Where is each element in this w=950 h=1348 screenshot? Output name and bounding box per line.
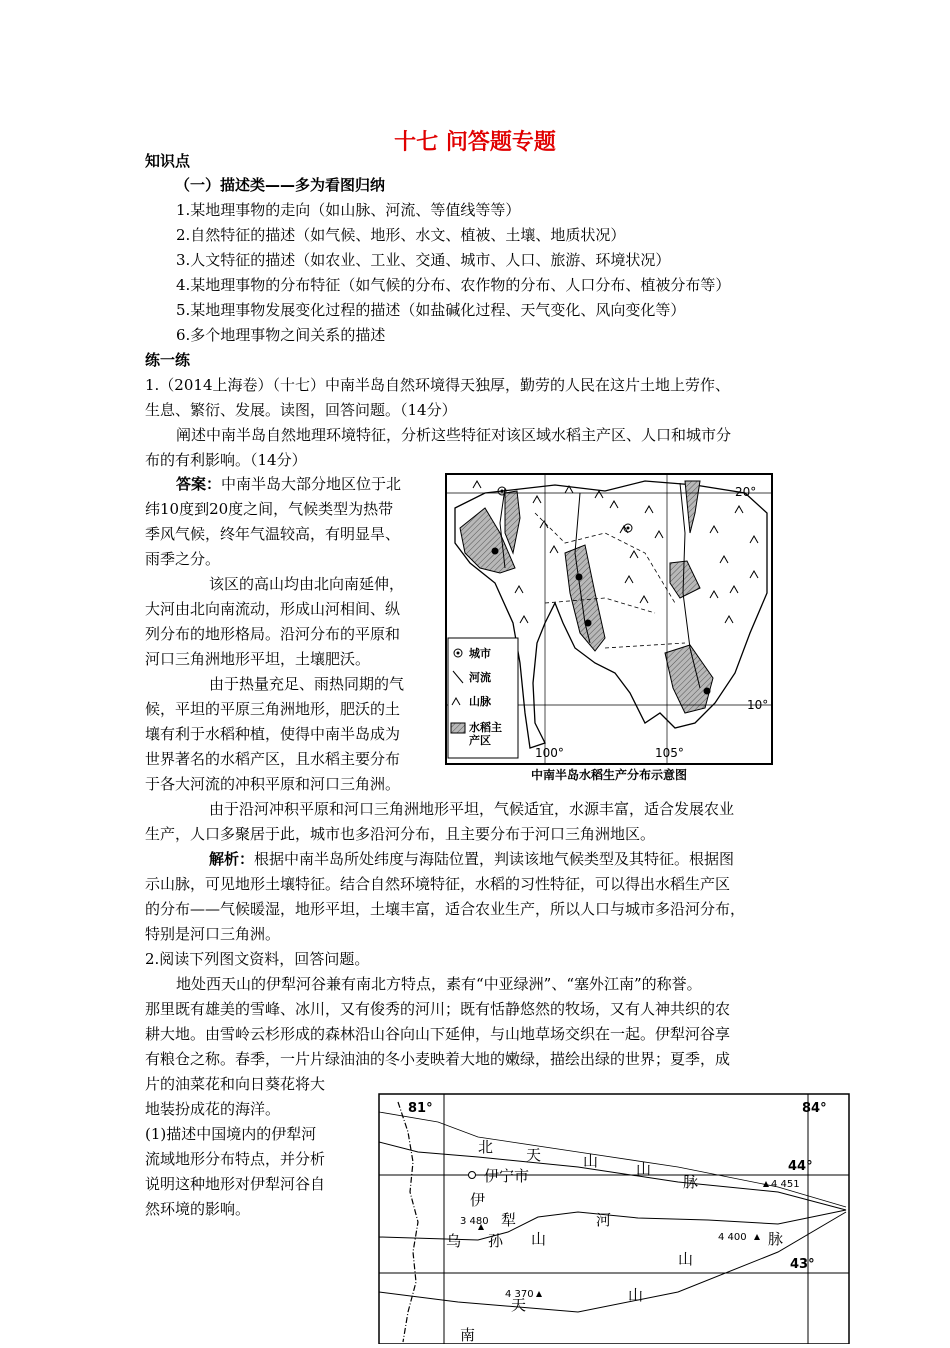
q1-intro: 生息、繁衍、发展。读图，回答问题。（14分） (145, 401, 457, 419)
wusun-char: 孙 (488, 1232, 504, 1250)
lon-100-label: 100° (535, 746, 564, 760)
yili-char: 伊 (470, 1191, 486, 1209)
lat-20-label: 20° (735, 485, 757, 499)
q1-answer-line: 壤有利于水稻种植，使得中南半岛成为 (145, 725, 401, 743)
q1-answer-line: 该区的高山均由北向南延伸， (209, 575, 405, 593)
south-tianshan-char: 南 (460, 1326, 476, 1344)
south-tianshan-char: 脉 (768, 1230, 784, 1248)
q1-ask: 布的有利影响。（14分） (145, 451, 307, 469)
q2-intro: 2.阅读下列图文资料，回答问题。 (145, 950, 370, 968)
lat-44-label: 44° (788, 1159, 813, 1174)
lat-43-label: 43° (790, 1257, 815, 1272)
q2-passage-line: 那里既有雄美的雪峰、冰川，又有俊秀的河川；既有恬静悠然的牧场，又有人神共织的农 (145, 1000, 731, 1018)
q1-ask: 阐述中南半岛自然地理环境特征，分析这些特征对该区域水稻主产区、人口和城市分 (176, 426, 732, 444)
answer-text: 中南半岛大部分地区位于北 (221, 475, 402, 493)
q1-intro: 1.（2014上海卷）（十七）中南半岛自然环境得天独厚，勤劳的人民在这片土地上劳作、 (145, 376, 730, 394)
north-tianshan-char: 北 (478, 1138, 494, 1156)
q2-passage-line: 地装扮成花的海洋。 (145, 1100, 281, 1118)
q2-passage-line: 片的油菜花和向日葵花将大 (145, 1075, 326, 1093)
q2-question-line: 说明这种地形对伊犁河谷自 (145, 1175, 326, 1193)
q1-answer-line: 河口三角洲地形平坦，土壤肥沃。 (145, 650, 371, 668)
peak-4370: 4 370 (505, 1289, 534, 1300)
q1-answer-line: 于各大河流的冲积平原和河口三角洲。 (145, 775, 401, 793)
knowledge-item: 1.某地理事物的走向（如山脉、河流、等值线等等） (176, 201, 521, 219)
q1-analysis-line (209, 848, 734, 871)
q1-answer-line: 列分布的地形格局。沿河分布的平原和 (145, 625, 401, 643)
indochina-rice-map (445, 473, 773, 785)
q2-passage-line: 地处西天山的伊犁河谷兼有南北方特点，素有“中亚绿洲”、“塞外江南”的称誉。 (176, 975, 702, 993)
q1-analysis-line: 的分布——气候暖湿，地形平坦，土壤丰富，适合农业生产，所以人口与城市多沿河分布， (145, 900, 746, 918)
south-tianshan-char: 山 (628, 1286, 644, 1304)
q2-question-line: 然环境的影响。 (145, 1200, 251, 1218)
peak-3480: 3 480 (460, 1216, 489, 1227)
q1-analysis-line: 特别是河口三角洲。 (145, 925, 281, 943)
city-label: 伊宁市 (484, 1167, 530, 1185)
knowledge-item: 2.自然特征的描述（如气候、地形、水文、植被、土壤、地质状况） (176, 226, 626, 244)
legend-rice-2: 产区 (469, 734, 491, 747)
peak-4451: 4 451 (771, 1179, 800, 1190)
north-tianshan-char: 脉 (683, 1173, 699, 1191)
q2-question-line: (1)描述中国境内的伊犁河 (145, 1125, 317, 1143)
yili-char: 犁 (501, 1211, 517, 1229)
q1-answer-line: 生产，人口多聚居于此，城市也多沿河分布，且主要分布于河口三角洲地区。 (145, 825, 656, 843)
wusun-char: 乌 (446, 1232, 462, 1250)
page-title: 十七 问答题专题 (394, 130, 556, 155)
wusun-char: 山 (531, 1230, 547, 1248)
south-tianshan-char: 天 (511, 1296, 527, 1314)
yining-city-marker (469, 1172, 476, 1179)
legend-river: 河流 (469, 671, 491, 684)
q1-answer-line: 季风气候，终年气温较高，有明显旱、 (145, 525, 401, 543)
knowledge-heading: 知识点 (145, 152, 191, 170)
lon-84-label: 84° (802, 1101, 827, 1116)
yili-valley-map (378, 1092, 850, 1344)
map-caption: 中南半岛水稻生产分布示意图 (530, 768, 688, 782)
knowledge-item: 5.某地理事物发展变化过程的描述（如盐碱化过程、天气变化、风向变化等） (176, 301, 686, 319)
q1-answer-line: 世界著名的水稻产区，且水稻主要分布 (145, 750, 401, 768)
q1-answer-line: 大河由北向南流动，形成山河相间、纵 (145, 600, 401, 618)
lon-81-label: 81° (408, 1101, 433, 1116)
lon-105-label: 105° (655, 746, 684, 760)
legend-mountain: 山脉 (469, 695, 491, 708)
north-tianshan-char: 天 (526, 1146, 542, 1164)
q1-analysis-line: 示山脉，可见地形土壤特征。结合自然环境特征，水稻的习性特征，可以得出水稻生产区 (145, 875, 731, 893)
q1-answer-line: 由于沿河冲积平原和河口三角洲地形平坦，气候适宜，水源丰富，适合发展农业 (209, 800, 735, 818)
q1-answer-line: 由于热量充足、雨热同期的气 (209, 675, 405, 693)
answer-label: 答案： (176, 475, 222, 493)
practice-heading: 练一练 (145, 351, 191, 369)
yili-char: 河 (596, 1211, 612, 1229)
q2-passage-line: 有粮仓之称。春季，一片片绿油油的冬小麦映着大地的嫩绿，描绘出绿的世界；夏季，成 (145, 1050, 731, 1068)
peak-4400: 4 400 (718, 1232, 747, 1243)
map-frame (379, 1094, 849, 1344)
q1-answer-line: 雨季之分。 (145, 550, 221, 568)
q2-passage-line: 耕大地。由雪岭云杉形成的森林沿山谷向山下延伸，与山地草场交织在一起。伊犁河谷享 (145, 1025, 731, 1043)
q1-answer-line: 纬10度到20度之间，气候类型为热带 (145, 500, 394, 518)
q1-answer-line (176, 473, 401, 496)
knowledge-item: 3.人文特征的描述（如农业、工业、交通、城市、人口、旅游、环境状况） (176, 251, 671, 269)
knowledge-item: 6.多个地理事物之间关系的描述 (176, 326, 386, 344)
lat-10-label: 10° (747, 698, 769, 712)
knowledge-subheading: （一）描述类——多为看图归纳 (175, 176, 386, 194)
q2-question-line: 流域地形分布特点，并分析 (145, 1150, 326, 1168)
q1-answer-line: 候，平坦的平原三角洲地形，肥沃的土 (145, 700, 401, 718)
knowledge-item: 4.某地理事物的分布特征（如气候的分布、农作物的分布、人口分布、植被分布等） (176, 276, 731, 294)
north-tianshan-char: 山 (636, 1160, 652, 1178)
legend-city: 城市 (469, 647, 491, 660)
analysis-text: 根据中南半岛所处纬度与海陆位置，判读该地气候类型及其特征。根据图 (254, 850, 735, 868)
south-tianshan-char: 山 (678, 1250, 694, 1268)
north-tianshan-char: 山 (583, 1152, 599, 1170)
analysis-label: 解析： (209, 850, 255, 868)
legend-rice-1: 水稻主 (469, 721, 502, 734)
